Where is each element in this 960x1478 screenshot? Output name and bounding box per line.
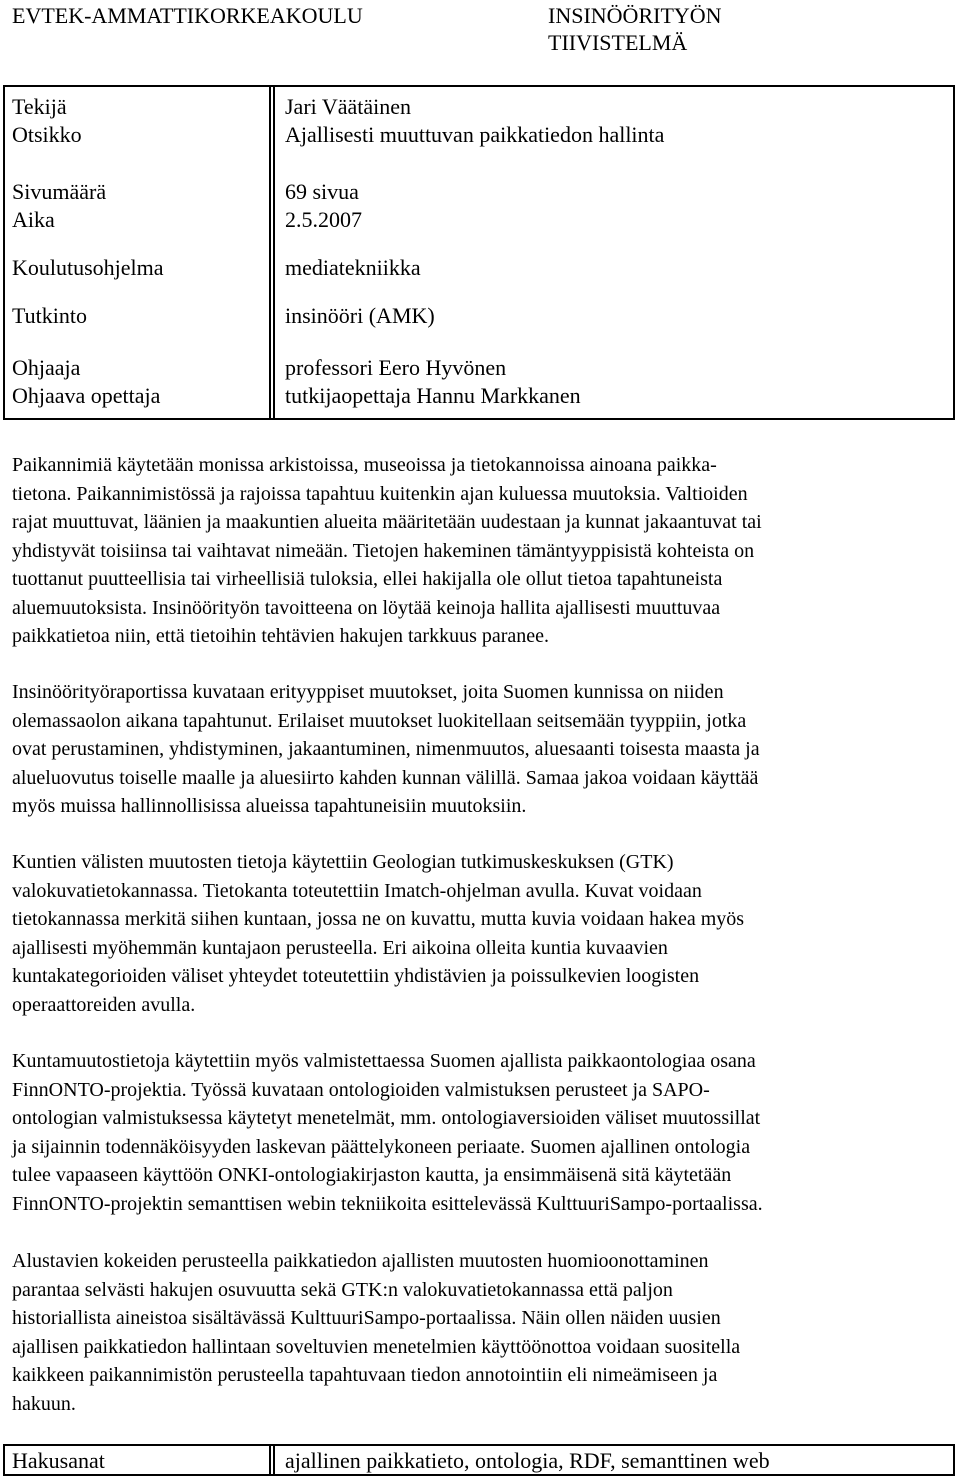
paragraph-line: yhdistyvät toisiinsa tai vaihtavat nimeään. Tietojen hakeminen tämäntyyppisistä kohteista on [12,539,755,562]
programme-value: mediatekniikka [285,255,421,280]
paragraph-line: Kuntamuutostietoja käytettiin myös valmistettaessa Suomen ajallista paikkaontologiaa osana [12,1050,756,1072]
teacher-value: tutkijaopettaja Hannu Markkanen [285,383,581,408]
supervisor-value: professori Eero Hyvönen [285,355,507,380]
paragraph-line: ja sijainnin todennäköisyyden laskevan päättelykoneen periaate. Suomen ajallinen ontologia [12,1135,751,1158]
paragraph-line: FinnONTO-projektia. Työssä kuvataan ontologioiden valmistuksen perusteet ja SAPO- [12,1078,710,1101]
title-label: Otsikko [12,122,82,147]
paragraph-line: tietokannassa merkitä siihen kuntaan, jossa ne on kuvattu, mutta kuvia voidaan hakea myös [12,908,745,930]
paragraph-line: Kuntien välisten muutosten tietoja käytettiin Geologian tutkimuskeskuksen (GTK) [12,851,674,873]
abstract-paragraph-5 [12,1247,948,1418]
paragraph-line: ajallisesti myöhemmän kuntajaon perusteella. Eri aikoina olleita kuntia kuvaavien [12,936,668,959]
document-type-line-1: INSINÖÖRITYÖN [548,3,722,28]
paragraph-line: olemassaolon aikana tapahtunut. Erilaiset muutokset luokitellaan seitsemään tyyppiin, jotka [12,709,747,732]
author-label: Tekijä [12,94,67,119]
paragraph-line: ontologian valmistuksessa käytetyt menetelmät, mm. ontologiaversioiden väliset muutossillat [12,1107,761,1129]
paragraph-line: operaattoreiden avulla. [12,993,196,1016]
paragraph-line: hakuun. [12,1392,76,1415]
paragraph-line: tuottanut puutteellisia tai virheellisiä tuloksia, ellei hakijalla ole ollut tietoa tapahtuneista [12,568,723,590]
abstract-paragraph-1 [12,451,948,651]
supervisor-label: Ohjaaja [12,355,81,380]
paragraph-line: Alustavien kokeiden perusteella paikkatiedon ajallisten muutosten huomioonottaminen [12,1250,709,1272]
paragraph-line: FinnONTO-projektin semanttisen webin tekniikoita esittelevässä KulttuuriSampo-portaalissa. [12,1192,763,1215]
abstract-paragraph-2 [12,678,948,821]
metadata-column-divider [269,85,275,420]
paragraph-line: rajat muuttuvat, läänien ja maakuntien alueita määritetään uudestaan ja kunnat jakaantuvat tai [12,511,762,533]
keywords-label: Hakusanat [12,1448,105,1473]
paragraph-line: kuntakategorioiden väliset yhteydet toteutettiin yhdistävien ja poissulkevien loogisten [12,965,700,987]
paragraph-line: parantaa selvästi hakujen osuvuutta sekä GTK:n valokuvatietokannassa että paljon [12,1278,673,1301]
keywords-value: ajallinen paikkatieto, ontologia, RDF, semanttinen web [285,1448,770,1473]
paragraph-line: kaikkeen paikannimistön perusteella tapahtuvaan tiedon annotointiin eli nimeämiseen ja [12,1364,718,1386]
abstract-paragraph-4 [12,1047,948,1218]
paragraph-line: valokuvatietokannassa. Tietokanta toteutettiin Imatch-ohjelman avulla. Kuvat voidaan [12,879,702,902]
paragraph-line: Insinöörityöraportissa kuvataan erityyppiset muutokset, joita Suomen kunnissa on niiden [12,681,724,703]
date-value: 2.5.2007 [285,207,362,232]
institution-name: EVTEK-AMMATTIKORKEAKOULU [12,3,363,28]
pages-label: Sivumäärä [12,179,107,204]
document-type-line-2: TIIVISTELMÄ [548,30,688,55]
paragraph-line: historiallista aineistoa sisältävässä KulttuuriSampo-portaalissa. Näin ollen näiden uusien [12,1307,721,1329]
paragraph-line: myös muissa hallinnollisissa alueissa tapahtuneisiin muutoksiin. [12,795,527,817]
paragraph-line: alueluovutus toiselle maalle ja aluesiirto kahden kunnan välillä. Samaa jakoa voidaan käyttää [12,766,759,789]
programme-label: Koulutusohjelma [12,255,164,280]
date-label: Aika [12,207,55,232]
teacher-label: Ohjaava opettaja [12,383,161,408]
abstract-paragraph-3 [12,848,948,1019]
paragraph-line: tietona. Paikannimistössä ja rajoissa tapahtuu kuitenkin ajan kuluessa muutoksia. Valtioiden [12,482,748,505]
paragraph-line: aluemuutoksista. Insinöörityön tavoitteena on löytää keinoja hallita ajallisesti muuttuvaa [12,596,721,619]
paragraph-line: ajallisen paikkatiedon hallintaan soveltuvien menetelmien käyttöönottoa voidaan suositella [12,1335,741,1358]
paragraph-line: ovat perustaminen, yhdistyminen, jakaantuminen, nimenmuutos, aluesaanti toisesta maasta ja [12,738,760,760]
keywords-column-divider [269,1444,275,1476]
degree-label: Tutkinto [12,303,88,328]
author-value: Jari Väätäinen [285,94,412,119]
degree-value: insinööri (AMK) [285,303,435,328]
paragraph-line: Paikannimiä käytetään monissa arkistoissa, museoissa ja tietokannoissa ainoana paikka- [12,454,717,476]
title-value: Ajallisesti muuttuvan paikkatiedon hallinta [285,122,665,147]
paragraph-line: tulee vapaaseen käyttöön ONKI-ontologiakirjaston kautta, ja ensimmäisenä sitä käytetään [12,1164,732,1186]
pages-value: 69 sivua [285,179,359,204]
paragraph-line: paikkatietoa niin, että tietoihin tehtävien hakujen tarkkuus paranee. [12,625,550,647]
